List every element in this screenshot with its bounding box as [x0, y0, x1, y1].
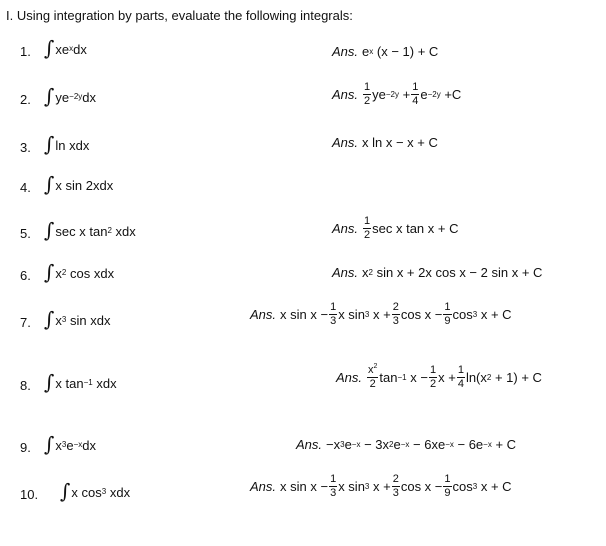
- integral-sign-icon: ∫: [44, 218, 55, 242]
- fraction: $\frac{1}{4}$: [412, 81, 419, 107]
- integral-expression: ∫ x 3 sin xdx: [44, 307, 111, 331]
- fraction: $\frac{1}{2}$: [364, 215, 371, 241]
- integral-expression: ∫ x 3 e −x dx: [44, 432, 97, 456]
- problem-number: 3.: [20, 140, 31, 155]
- problem-number: 8.: [20, 378, 31, 393]
- fraction: $\frac{x^2}{2}$: [368, 363, 378, 390]
- answer: Ans. $\frac{1}{2}$ sec x tan x + C: [332, 215, 459, 241]
- integral-sign-icon: ∫: [44, 307, 55, 331]
- fraction: $\frac{1}{3}$: [330, 301, 337, 327]
- fraction: $\frac{2}{3}$: [392, 473, 399, 499]
- problem-number: 10.: [20, 487, 39, 502]
- problem-number: 2.: [20, 92, 31, 107]
- integral-sign-icon: ∫: [44, 260, 55, 284]
- problem-number: 1.: [20, 44, 31, 59]
- answer: Ans. x ln x − x + C: [332, 135, 438, 150]
- integral-expression: ∫ x tan −1 xdx: [44, 370, 117, 394]
- fraction: $\frac{1}{2}$: [364, 81, 371, 107]
- integral-sign-icon: ∫: [44, 36, 55, 60]
- fraction: $\frac{1}{2}$: [429, 364, 437, 390]
- integral-expression: ∫ x cos 3 xdx: [60, 479, 131, 503]
- answer: Ans. x 2 sin x + 2x cos x − 2 sin x + C: [332, 265, 543, 280]
- integral-sign-icon: ∫: [44, 172, 55, 196]
- problem-number: 7.: [20, 315, 31, 330]
- fraction: $\frac{1}{9}$: [444, 301, 451, 327]
- integral-sign-icon: ∫: [44, 84, 55, 108]
- integral-expression: ∫ x sin 2xdx: [44, 172, 114, 196]
- answer: Ans. x sin x − $\frac{1}{3}$ x sin 3 x + $\frac{2}{3}$ cos x − $\frac{1}{9}$ cos 3 x + C: [250, 473, 512, 499]
- integral-sign-icon: ∫: [44, 432, 55, 456]
- integral-expression: ∫ ye −2y dx: [44, 84, 97, 108]
- problem-number: 9.: [20, 440, 31, 455]
- problem-number: 6.: [20, 268, 31, 283]
- integral-sign-icon: ∫: [44, 132, 55, 156]
- fraction: $\frac{1}{9}$: [444, 473, 451, 499]
- fraction: $\frac{1}{3}$: [330, 473, 337, 499]
- answer: Ans. $\frac{1}{2}$ ye −2y + $\frac{1}{4}$ e −2y +C: [332, 81, 462, 107]
- integral-expression: ∫ sec x tan 2 xdx: [44, 218, 136, 242]
- answer: Ans. x sin x − $\frac{1}{3}$ x sin 3 x + $\frac{2}{3}$ cos x − $\frac{1}{9}$ cos 3 x + C: [250, 301, 512, 327]
- integral-sign-icon: ∫: [44, 370, 55, 394]
- problem-number: 4.: [20, 180, 31, 195]
- fraction: $\frac{2}{3}$: [392, 301, 399, 327]
- integral-sign-icon: ∫: [60, 479, 71, 503]
- answer: Ans. e x (x − 1) + C: [332, 44, 439, 59]
- exercise-heading: I. Using integration by parts, evaluate the following integrals:: [6, 8, 353, 23]
- integral-expression: ∫ ln xdx: [44, 132, 90, 156]
- fraction: $\frac{1}{4}$: [457, 364, 464, 390]
- answer: Ans. $\frac{x^2}{2}$ tan −1 x − $\frac{1}{2}$ x + $\frac{1}{4}$ ln(x 2 + 1) + C: [336, 363, 542, 390]
- integral-expression: ∫ xe x dx: [44, 36, 87, 60]
- integral-expression: ∫ x 2 cos xdx: [44, 260, 115, 284]
- problem-number: 5.: [20, 226, 31, 241]
- answer: Ans. −x 3 e −x − 3x 2 e −x − 6xe −x − 6e −x + C: [296, 437, 517, 452]
